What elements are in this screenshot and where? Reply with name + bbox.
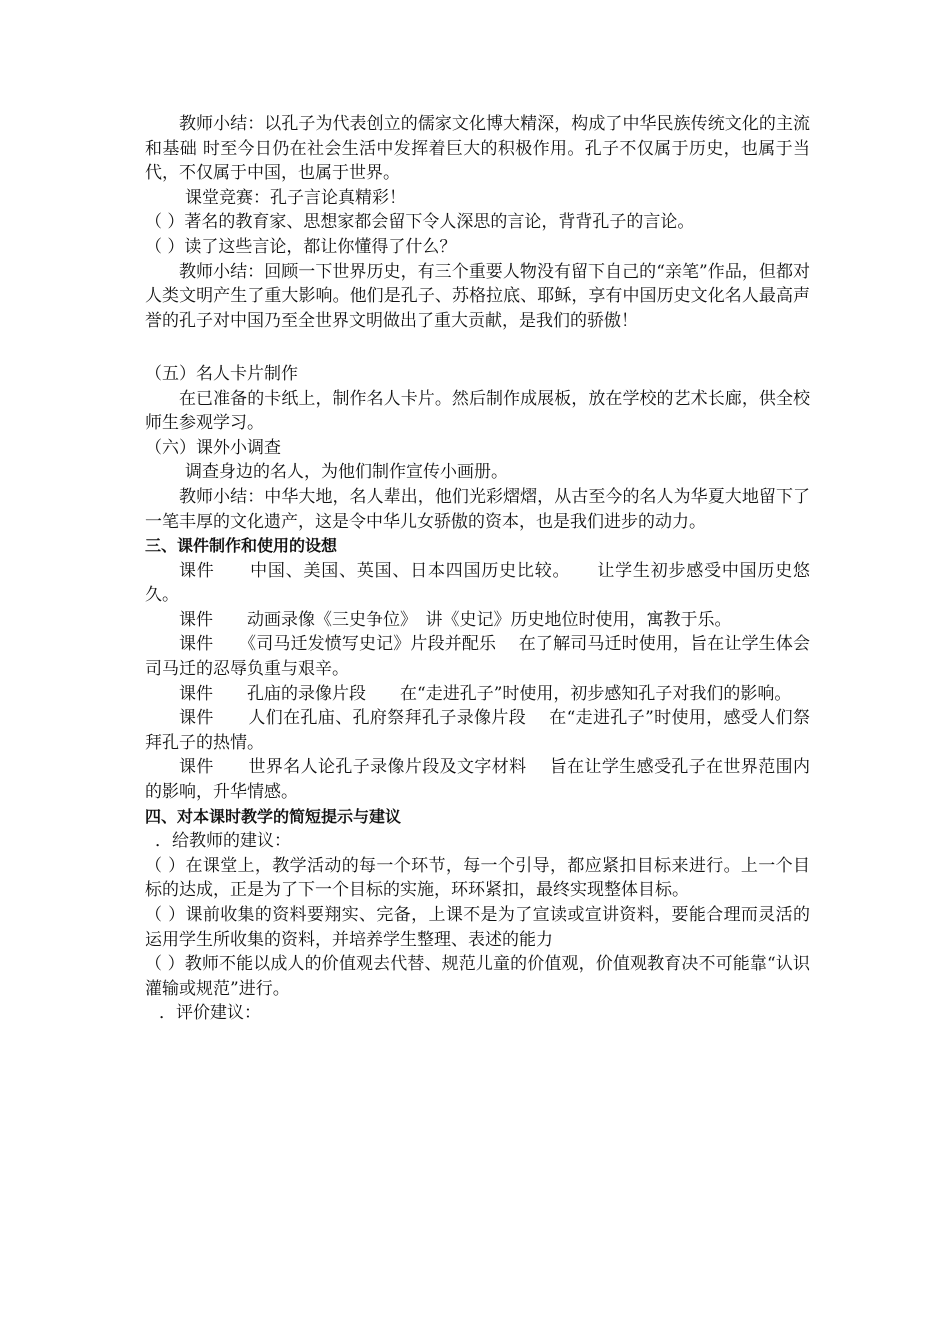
contest-item-1: （ ）著名的教育家、思想家都会留下令人深思的言论，背背孔子的言论。 [145,212,695,233]
suggestion-item-2: （ ）课前收集的资料要翔实、完备，上课不是为了宣读或宣讲资料，要能合理而灵活的运用学生所收集的资料，并培养学生整理、表述的能力 [145,905,810,950]
courseware-item-5: 课件 人们在孔庙、孔府祭拜孔子录像片段 在“走进孔子”时使用，感受人们祭拜孔子的热情。 [145,708,810,753]
section-five-body: 在已准备的卡纸上，制作名人卡片。然后制作成展板，放在学校的艺术长廊，供全校师生参观学习。 [145,388,810,434]
courseware-item-3: 课件 《司马迁发愤写史记》片段并配乐 在了解司马迁时使用，旨在让学生体会司马迁的忍辱负重与艰辛。 [145,634,810,680]
teacher-summary-3: 教师小结：中华大地，名人辈出，他们光彩熠熠，从古至今的名人为华夏大地留下了一笔丰厚的文化遗产，这是令中华儿女骄傲的资本，也是我们进步的动力。 [145,486,810,532]
suggestion-teachers: ．给教师的建议： [155,831,291,852]
section-five-title: （五）名人卡片制作 [145,363,298,384]
courseware-item-2: 课件 动画录像《三史争位》 讲《史记》历史地位时使用，寓教于乐。 [179,609,732,630]
section-six-body: 调查身边的名人，为他们制作宣传小画册。 [185,462,508,483]
document-body [145,112,810,1026]
teacher-summary-2: 教师小结：回顾一下世界历史，有三个重要人物没有留下自己的“亲笔”作品，但都对人类文明产生了重大影响。他们是孔子、苏格拉底、耶稣，享有中国历史文化名人最高声誉的孔子对中国乃至全世界文明做出了重大贡献，是我们的骄傲！ [145,261,810,331]
suggestion-item-3: （ ）教师不能以成人的价值观去代替、规范儿童的价值观，价值观教育决不可能靠“认识灌输或规范”进行。 [145,954,810,999]
courseware-item-4: 课件 孔庙的录像片段 在“走进孔子”时使用，初步感知孔子对我们的影响。 [179,683,792,704]
heading-suggestions: 四、对本课时教学的简短提示与建议 [145,806,402,826]
contest-item-2: （ ）读了这些言论，都让你懂得了什么？ [145,236,457,257]
garbled-line-3 [145,337,810,362]
teacher-summary-1: 教师小结：以孔子为代表创立的儒家文化博大精深，构成了中华民族传统文化的主流和基础 时至今日仍在社会生活中发挥着巨大的积极作用。孔子不仅属于历史，也属于当代，不仅属于中国，也属于世界。 [145,114,810,184]
courseware-item-1: 课件 中国、美国、英国、日本四国历史比较。 让学生初步感受中国历史悠久。 [145,560,810,606]
suggestion-evaluation: ．评价建议： [159,1003,261,1024]
section-six-title: （六）课外小调查 [145,437,281,458]
heading-courseware: 三、课件制作和使用的设想 [145,536,338,556]
courseware-item-6: 课件 世界名人论孔子录像片段及文字材料 旨在让学生感受孔子在世界范围内的影响，升华情感。 [145,757,810,803]
suggestion-item-1: （ ）在课堂上，教学活动的每一个环节，每一个引导，都应紧扣目标来进行。上一个目标的达成，正是为了下一个目标的实施，环环紧扣，最终实现整体目标。 [145,855,810,901]
class-contest: 课堂竞赛：孔子言论真精彩！ [185,187,406,208]
